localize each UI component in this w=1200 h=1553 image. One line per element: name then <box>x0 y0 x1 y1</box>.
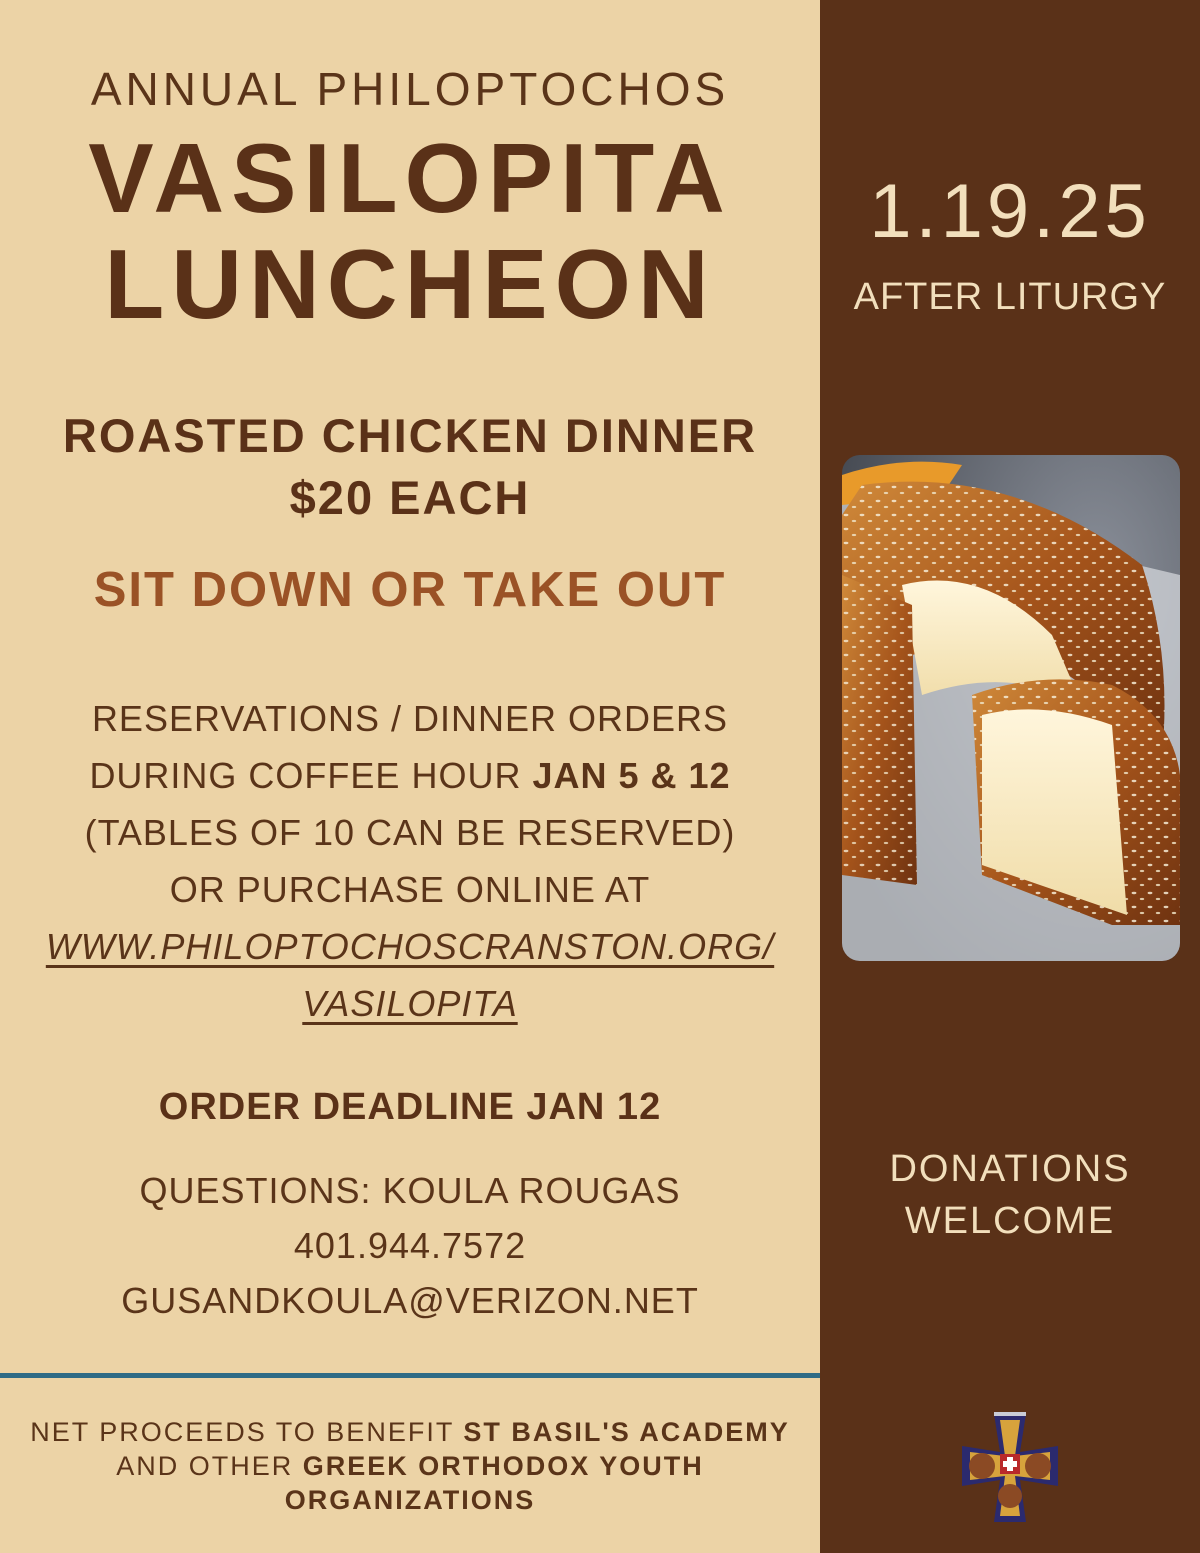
service-options: SIT DOWN OR TAKE OUT <box>93 563 727 617</box>
contact-email: GUSANDKOULA@VERIZON.NET <box>121 1280 699 1321</box>
footer-line3 <box>0 1485 820 1516</box>
order-link-part1[interactable]: WWW.PHILOPTOCHOSCRANSTON.ORG/ <box>45 926 775 967</box>
contact-phone: 401.944.7572 <box>293 1225 527 1266</box>
order-link-part2[interactable]: VASILOPITA <box>302 983 518 1024</box>
divider-line <box>0 1373 820 1378</box>
beneficiary-academy: ST BASIL'S ACADEMY <box>463 1417 790 1447</box>
event-time: AFTER LITURGY <box>853 276 1167 318</box>
menu-price: $20 EACH <box>289 471 531 524</box>
event-subtitle: ANNUAL PHILOPTOCHOS <box>90 63 730 115</box>
vasilopita-bread-photo <box>842 455 1180 961</box>
bread-illustration <box>842 455 1180 961</box>
reservations-line3: (TABLES OF 10 CAN BE RESERVED) <box>84 812 736 853</box>
footer-line2-text: AND OTHER <box>116 1451 303 1481</box>
beneficiary-youth: GREEK ORTHODOX YOUTH <box>302 1451 704 1481</box>
reservations-line2-text: DURING COFFEE HOUR <box>89 755 533 796</box>
event-title-line1: VASILOPITA <box>88 123 732 233</box>
questions-contact: QUESTIONS: KOULA ROUGAS <box>139 1170 681 1211</box>
donations-line2: WELCOME <box>904 1200 1116 1242</box>
reservations-line1: RESERVATIONS / DINNER ORDERS <box>91 698 729 739</box>
reservations-line4: OR PURCHASE ONLINE AT <box>169 869 651 910</box>
reservations-line2 <box>0 755 820 797</box>
donations-line1: DONATIONS <box>889 1148 1131 1190</box>
orthodox-cross-icon <box>950 1408 1070 1528</box>
order-deadline: ORDER DEADLINE JAN 12 <box>158 1086 662 1128</box>
menu-description: ROASTED CHICKEN DINNER <box>62 409 758 462</box>
order-url-line1 <box>0 926 820 968</box>
order-url-line2 <box>0 983 820 1025</box>
beneficiary-organizations: ORGANIZATIONS <box>284 1485 536 1515</box>
footer-line1-text: NET PROCEEDS TO BENEFIT <box>30 1417 464 1447</box>
event-date: 1.19.25 <box>869 169 1151 254</box>
footer-line1 <box>0 1417 820 1448</box>
cross-logo-graphic <box>950 1408 1070 1528</box>
event-title-line2: LUNCHEON <box>104 229 716 339</box>
footer-line2 <box>0 1451 820 1482</box>
reservation-dates: JAN 5 & 12 <box>532 755 731 796</box>
